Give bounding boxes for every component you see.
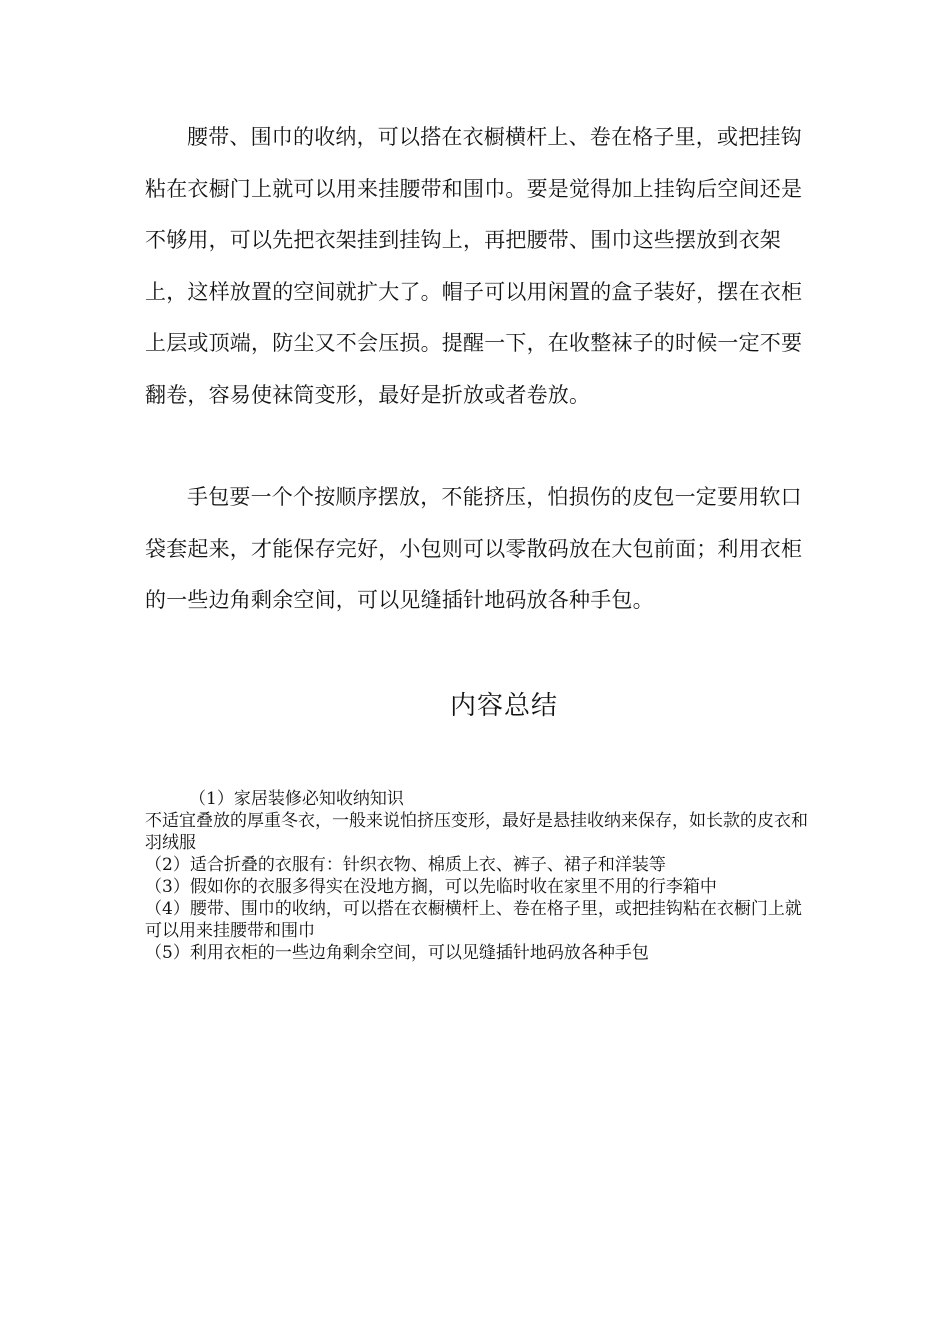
body-section-2: [145, 472, 805, 627]
summary-item-4: （4）腰带、围巾的收纳，可以搭在衣橱横杆上、卷在格子里，或把挂钩粘在衣橱门上就可以用来挂腰带和围巾: [145, 899, 802, 941]
summary-list: [145, 788, 810, 964]
paragraph-belt-scarf-storage: 腰带、围巾的收纳，可以搭在衣橱横杆上、卷在格子里，或把挂钩粘在衣橱门上就可以用来挂腰带和围巾。要是觉得加上挂钩后空间还是不够用，可以先把衣架挂到挂钩上，再把腰带、围巾这些摆放到衣架上，这样放置的空间就扩大了。帽子可以用闲置的盒子装好，摆在衣柜上层或顶端，防尘又不会压损。提醒一下，在收整袜子的时候一定不要翻卷，容易使袜筒变形，最好是折放或者卷放。: [145, 125, 803, 407]
summary-item-1-heading: （1）家居装修必知收纳知识: [189, 789, 404, 809]
summary-item-5: （5）利用衣柜的一些边角剩余空间，可以见缝插针地码放各种手包: [145, 943, 649, 963]
summary-item-3: （3）假如你的衣服多得实在没地方搁，可以先临时收在家里不用的行李箱中: [145, 877, 717, 897]
body-section-1: [145, 112, 805, 421]
summary-title: 内容总结: [449, 691, 558, 721]
summary-item-1-detail: 不适宜叠放的厚重冬衣，一般来说怕挤压变形，最好是悬挂收纳来保存，如长款的皮衣和羽绒服: [145, 811, 808, 853]
paragraph-handbag-storage: 手包要一个个按顺序摆放，不能挤压，怕损伤的皮包一定要用软口袋套起来，才能保存完好，小包则可以零散码放在大包前面；利用衣柜的一些边角剩余空间，可以见缝插针地码放各种手包。: [145, 485, 803, 612]
summary-item-2: （2）适合折叠的衣服有：针织衣物、棉质上衣、裤子、裙子和洋装等: [145, 855, 666, 875]
